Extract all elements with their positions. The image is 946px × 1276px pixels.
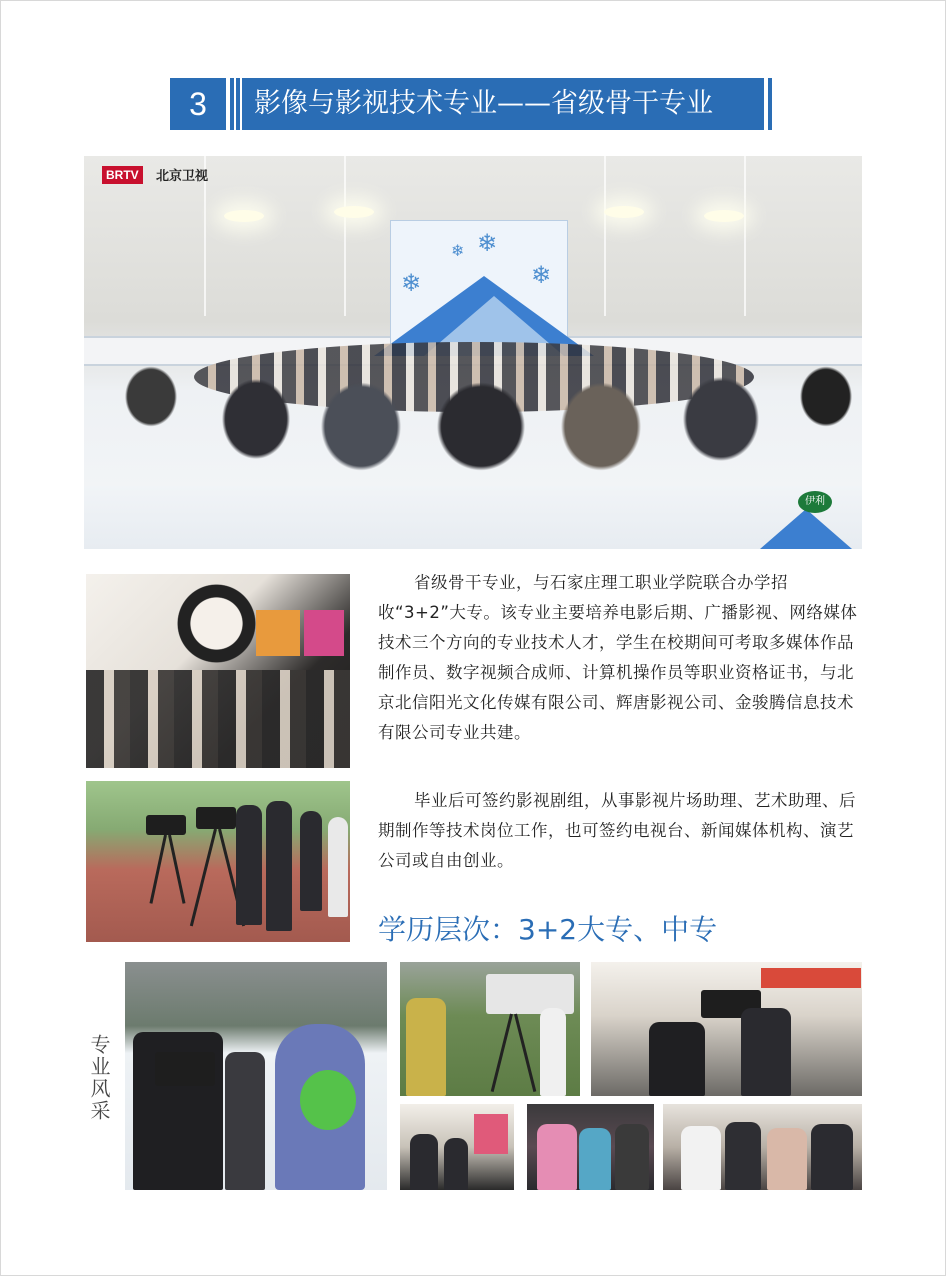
mascot-toy [300, 1070, 356, 1130]
classroom-mural-photo [86, 574, 350, 768]
career-paragraph: 毕业后可签约影视剧组，从事影视片场助理、艺术助理、后期制作等技术岗位工作，也可签约电视台、新闻媒体机构、演艺公司或自由创业。 [378, 791, 856, 870]
person [444, 1138, 468, 1190]
indoor-shooting-photo [591, 962, 862, 1096]
header-divider [768, 78, 772, 130]
gallery-label: 专业风采 [87, 1034, 111, 1122]
channel-name: 北京卫视 [156, 169, 209, 184]
snowflake-icon: ❄ [477, 229, 498, 257]
person [649, 1022, 705, 1096]
hero-group-photo [84, 156, 862, 549]
person [537, 1124, 577, 1190]
person [266, 801, 292, 931]
camera-icon [155, 1052, 215, 1086]
sponsor-logo: 伊利 [798, 491, 832, 513]
studio-photo [400, 1104, 514, 1190]
camera-icon [146, 815, 186, 835]
ice-floor [84, 486, 862, 549]
header-divider [230, 78, 234, 130]
camera-icon [196, 807, 236, 829]
person [811, 1124, 853, 1190]
person [300, 811, 322, 911]
section-title: 影像与影视技术专业——省级骨干专业 [242, 78, 764, 130]
intro-paragraph: 省级骨干专业，与石家庄理工职业学院联合办学招收“3+2”大专。该专业主要培养电影后期、广播影视、网络媒体技术三个方向的专业技术人才，学生在校期间可考取多媒体作品制作员、数字视频合成师、计算机操作员等职业资格证书，与北京北信阳光文化传媒有限公司、辉唐影视公司、金骏腾信息技术有限公司专业共建。 [378, 573, 858, 742]
person [681, 1126, 721, 1190]
students-audience [86, 670, 350, 768]
ski-filming-photo [125, 962, 387, 1190]
student-crowd [106, 344, 856, 494]
broadcast-camera-photo [400, 962, 580, 1096]
education-level: 学历层次：3+2大专、中专 [378, 913, 718, 946]
person [406, 998, 446, 1096]
person [725, 1122, 761, 1190]
snowflake-icon: ❄ [451, 241, 465, 260]
person [328, 817, 348, 917]
camera-icon [486, 974, 574, 1014]
person [615, 1124, 649, 1190]
person [236, 805, 262, 925]
person [410, 1134, 438, 1190]
students-group-photo [663, 1104, 862, 1190]
person [741, 1008, 791, 1096]
person [579, 1128, 611, 1190]
person [540, 1008, 566, 1096]
person [767, 1128, 807, 1190]
sponsor-mountain-icon [760, 509, 852, 549]
outdoor-filming-photo [86, 781, 350, 942]
snowflake-icon: ❄ [401, 269, 422, 297]
section-number: 3 [170, 78, 226, 130]
snowflake-icon: ❄ [531, 261, 552, 289]
brtv-logo: BRTV [102, 166, 143, 184]
mural-face [156, 574, 266, 684]
event-photo [527, 1104, 654, 1190]
header-divider [236, 78, 240, 130]
